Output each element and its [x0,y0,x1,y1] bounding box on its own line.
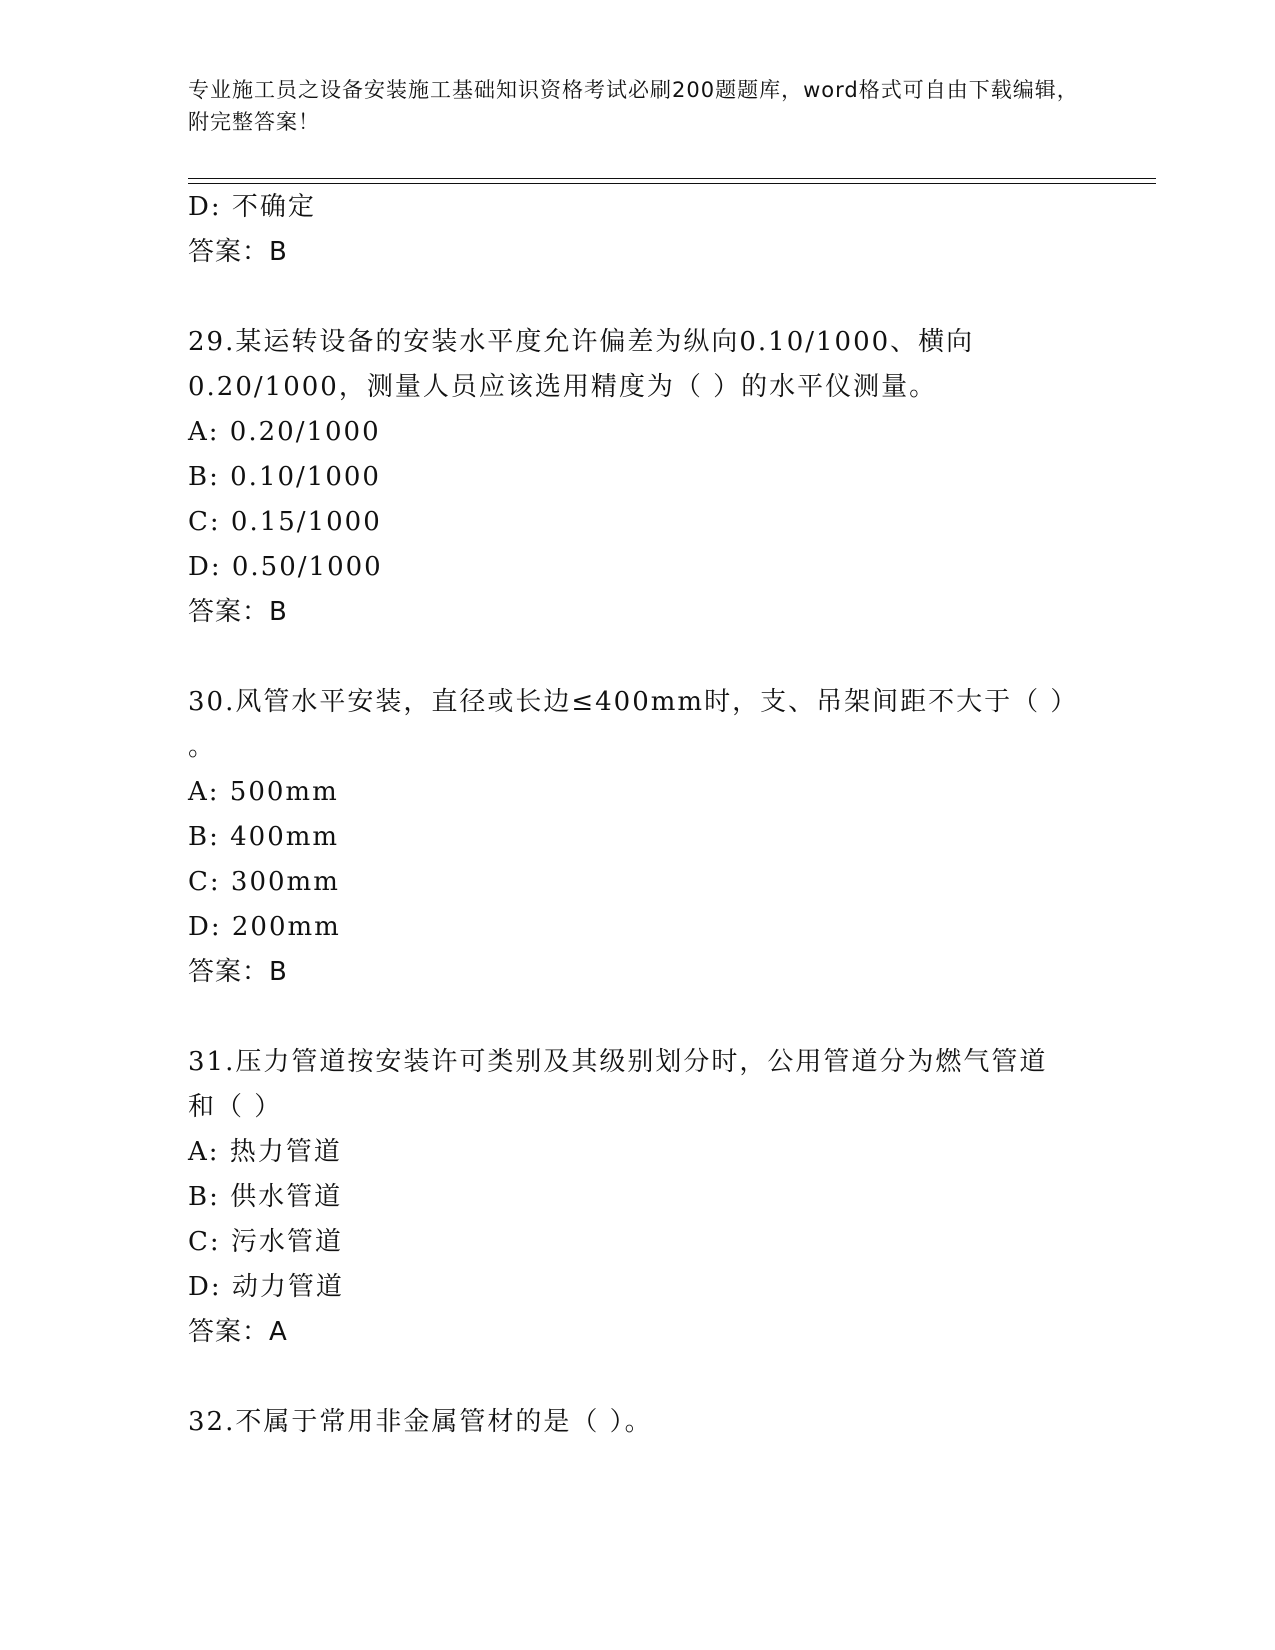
q31-option-c: C: 污水管道 [188,1227,343,1257]
q29-option-c: C: 0.15/1000 [188,507,382,537]
q30-stem-line1: 30.风管水平安装，直径或长边≤400mm时，支、吊架间距不大于（ ） [188,687,1079,717]
q31-option-b: B: 供水管道 [188,1182,343,1212]
q29-answer: 答案：B [188,597,288,627]
q32-stem-line1: 32.不属于常用非金属管材的是（ ）。 [188,1407,653,1437]
q29-stem-line2: 0.20/1000，测量人员应该选用精度为（ ）的水平仪测量。 [188,372,938,402]
q31-stem-line1: 31.压力管道按安装许可类别及其级别划分时，公用管道分为燃气管道 [188,1047,1048,1077]
q30-option-b: B: 400mm [188,822,340,852]
q29-stem-line1: 29.某运转设备的安装水平度允许偏差为纵向0.10/1000、横向 [188,327,975,357]
q31-option-a: A: 热力管道 [188,1137,342,1167]
document-header: 专业施工员之设备安装施工基础知识资格考试必刷200题题库，word格式可自由下载编辑，附完整答案！ [188,78,1079,134]
q29-option-a: A: 0.20/1000 [188,417,381,447]
header-rule-top [188,178,1156,179]
q31-stem-line2: 和（ ） [188,1092,283,1122]
q30-option-c: C: 300mm [188,867,340,897]
q30-option-a: A: 500mm [188,777,339,807]
q29-option-b: B: 0.10/1000 [188,462,381,492]
q28-answer: 答案：B [188,237,288,267]
q31-answer: 答案：A [188,1317,288,1347]
q30-stem-line2: 。 [188,732,217,762]
q31-option-d: D: 动力管道 [188,1272,344,1302]
q28-option-d: D: 不确定 [188,192,316,222]
q30-option-d: D: 200mm [188,912,341,942]
header-rule-bottom [188,183,1156,184]
q29-option-d: D: 0.50/1000 [188,552,383,582]
q30-answer: 答案：B [188,957,288,987]
